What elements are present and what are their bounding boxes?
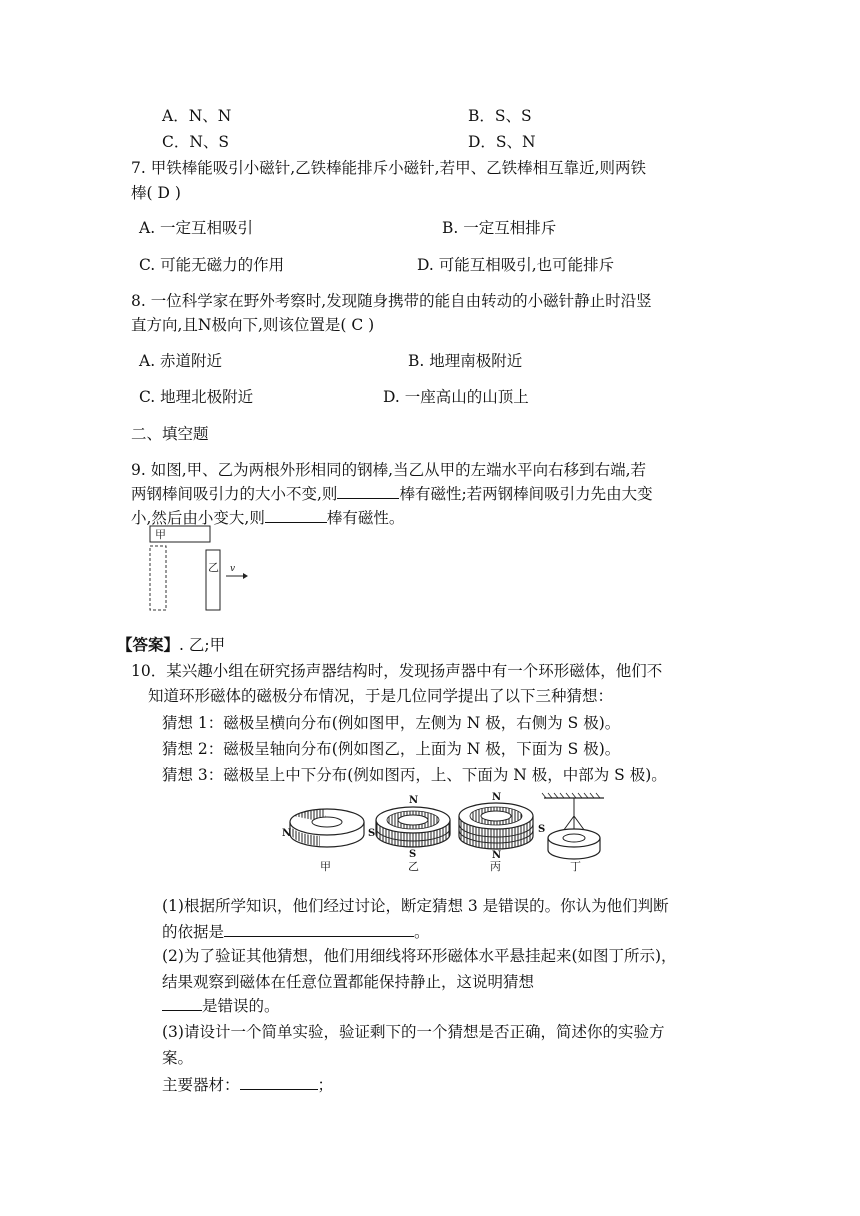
q10-part1-text-b: 。 (414, 923, 430, 941)
bar-jia-dashed-position (150, 546, 166, 610)
q10-blank-materials[interactable] (240, 1075, 318, 1090)
q7-option-c: C. 可能无磁力的作用 (139, 256, 285, 274)
q10-part2-line2: 结果观察到磁体在任意位置都能保持静止，这说明猜想 (162, 973, 535, 991)
bar-yi (206, 550, 220, 610)
q9-line3-text-a: 小,然后由小变大,则 (131, 509, 265, 527)
section-title-fill-in: 二、填空题 (131, 425, 209, 443)
yi-n-label: N (409, 795, 419, 806)
q10-part3-line1: (3)请设计一个简单实验，验证剩下的一个猜想是否正确，简述你的实验方 (162, 1023, 665, 1041)
q8-option-c: C. 地理北极附近 (139, 388, 254, 406)
caption-yi: 乙 (408, 860, 419, 873)
bing-n-top-label: N (492, 792, 502, 803)
q10-part1-text-a: 的依据是 (162, 923, 225, 941)
q10-part3-text-b: ； (317, 1076, 334, 1094)
answer-label: 【答案】 (117, 635, 180, 654)
answer-line (117, 635, 225, 655)
magnet-jia (290, 809, 364, 847)
q8-option-a: A. 赤道附近 (139, 352, 223, 370)
bar-jia-label: 甲 (155, 528, 166, 541)
q8-stem-line2: 直方向,且N极向下,则该位置是( C ) (131, 316, 375, 334)
q9-line2-text-a: 两钢棒间吸引力的大小不变,则 (131, 485, 338, 503)
q10-part1-line2 (162, 922, 430, 942)
caption-ding: 丁 (570, 860, 581, 873)
q10-part1-line1: (1)根据所学知识，他们经过讨论，断定猜想 3 是错误的。你认为他们判断 (162, 897, 669, 915)
q10-part3-line3 (162, 1075, 333, 1095)
q8-option-d: D. 一座高山的山顶上 (383, 388, 529, 406)
q7-stem-line2: 棒( D ) (131, 184, 181, 202)
q10-part3-text-a: 主要器材： (162, 1076, 240, 1094)
jia-s-label: S (368, 828, 376, 839)
q8-stem-line1: 8. 一位科学家在野外考察时,发现随身携带的能自由转动的小磁针静止时沿竖 (131, 292, 652, 310)
q10-part2-text-b: 是错误的。 (202, 997, 280, 1015)
caption-bing: 丙 (490, 860, 501, 873)
caption-jia: 甲 (320, 860, 331, 873)
q9-line3-text-b: 棒有磁性。 (326, 509, 405, 527)
q7-option-a: A. 一定互相吸引 (139, 219, 254, 237)
magnet-yi (376, 807, 450, 847)
q9-line2-text-b: 棒有磁性;若两钢棒间吸引力先由大变 (399, 485, 653, 503)
q6-option-a: A．N、N (162, 107, 232, 125)
q10-ring-magnets-figure (280, 792, 610, 876)
answer-text: . 乙;甲 (179, 636, 226, 654)
bing-n-bottom-label: N (492, 850, 502, 861)
q9-stem-line1: 9. 如图,甲、乙为两根外形相同的钢棒,当乙从甲的左端水平向右移到右端,若 (131, 461, 646, 479)
q10-blank-reason[interactable] (224, 922, 414, 937)
magnet-ding-suspended (542, 793, 604, 859)
q8-option-b: B. 地理南极附近 (408, 352, 523, 370)
q10-part2-line3 (162, 996, 280, 1016)
q9-blank-1[interactable] (337, 484, 399, 499)
q10-part2-line1: (2)为了验证其他猜想，他们用细线将环形磁体水平悬挂起来(如图丁所示)， (162, 947, 677, 965)
velocity-label: v (230, 564, 236, 574)
magnet-bing (459, 803, 533, 849)
q6-option-d: D．S、N (468, 133, 536, 151)
q10-stem-line1: 10．某兴趣小组在研究扬声器结构时，发现扬声器中有一个环形磁体，他们不 (131, 662, 663, 680)
q9-blank-2[interactable] (265, 508, 327, 523)
q9-steel-bars-figure (140, 524, 260, 614)
q10-part3-line2: 案。 (162, 1049, 194, 1067)
jia-n-label: N (282, 828, 292, 839)
q7-option-b: B. 一定互相排斥 (442, 219, 557, 237)
q10-stem-line2: 知道环形磁体的磁极分布情况，于是几位同学提出了以下三种猜想： (148, 687, 614, 705)
q9-stem-line2 (131, 484, 653, 504)
q7-stem-line1: 7. 甲铁棒能吸引小磁针,乙铁棒能排斥小磁针,若甲、乙铁棒相互靠近,则两铁 (131, 159, 646, 177)
q10-guess-1: 猜想 1：磁极呈横向分布(例如图甲，左侧为 N 极，右侧为 S 极)。 (162, 714, 621, 732)
yi-s-label: S (409, 849, 417, 860)
velocity-arrow-head (243, 573, 248, 579)
q10-guess-3: 猜想 3：磁极呈上中下分布(例如图丙，上、下面为 N 极，中部为 S 极)。 (162, 766, 667, 784)
q6-option-c: C．N、S (162, 133, 230, 151)
bing-s-label: S (538, 824, 546, 835)
bar-yi-label: 乙 (208, 561, 219, 574)
q7-option-d: D. 可能互相吸引,也可能排斥 (417, 256, 615, 274)
q6-option-b: B．S、S (468, 107, 532, 125)
q10-guess-2: 猜想 2：磁极呈轴向分布(例如图乙，上面为 N 极，下面为 S 极)。 (162, 740, 621, 758)
q10-blank-guess[interactable] (162, 996, 202, 1011)
